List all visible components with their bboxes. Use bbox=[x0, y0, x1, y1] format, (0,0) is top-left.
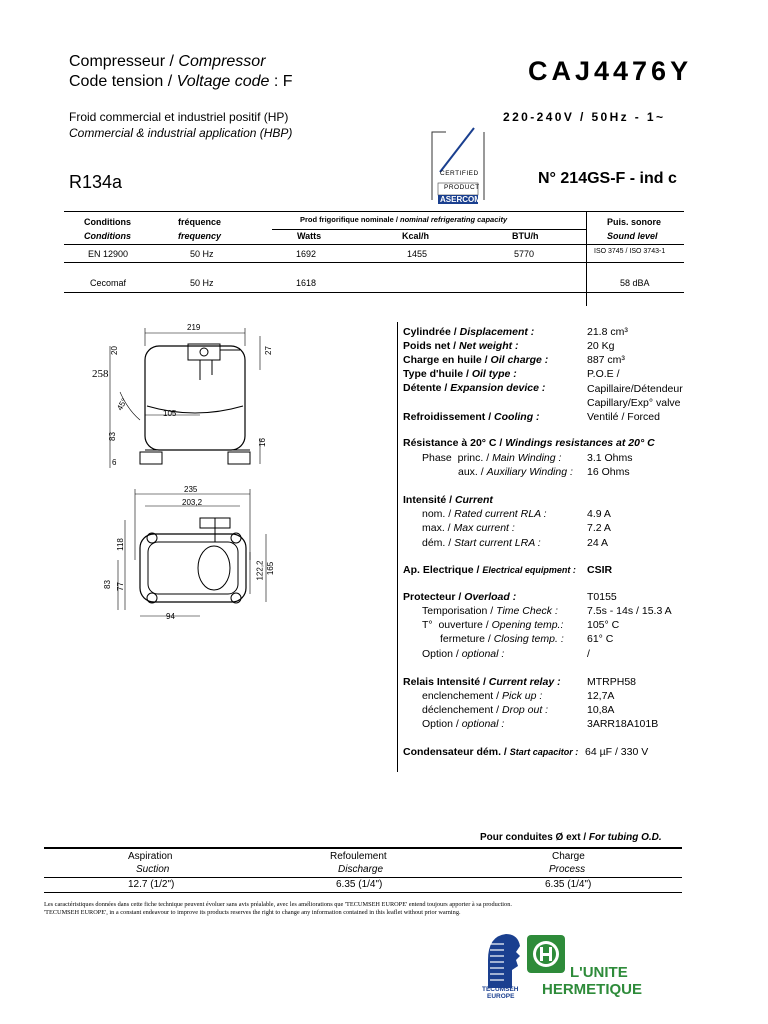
row1-frequency: 50 Hz bbox=[190, 249, 214, 259]
europe-text: EUROPE bbox=[487, 993, 515, 1000]
row2-watts: 1618 bbox=[296, 278, 317, 288]
th-conditions-en: Conditions bbox=[84, 231, 131, 241]
hermetique-text: HERMETIQUE bbox=[542, 981, 643, 998]
spec-current-heading: Intensité / Current bbox=[403, 494, 493, 506]
dim-165: 165 bbox=[266, 561, 276, 576]
spec-capacitor-value: 64 µF / 330 V bbox=[585, 746, 649, 758]
tubing-suction-value: 12.7 (1/2") bbox=[128, 879, 175, 890]
refrigerant: R134a bbox=[69, 172, 123, 192]
sheet-number: N° 214GS-F - ind c bbox=[538, 170, 677, 187]
spec-pickup-label: enclenchement / Pick up : bbox=[422, 690, 543, 702]
voltage-code-en: Voltage code bbox=[176, 73, 270, 90]
spec-displacement-label: Cylindrée / Displacement : bbox=[403, 326, 535, 338]
compressor-label-slash: / bbox=[169, 53, 174, 70]
tecumseh-head-icon bbox=[482, 930, 524, 990]
spec-expansion-value2: Capillary/Exp° valve bbox=[587, 397, 681, 409]
th-watts: Watts bbox=[297, 231, 322, 241]
spec-max-value: 7.2 A bbox=[587, 522, 611, 534]
th-capacity-en: nominal refrigerating capacity bbox=[400, 215, 508, 224]
voltage-code bbox=[69, 73, 293, 91]
row2-conditions: Cecomaf bbox=[90, 278, 127, 288]
row1-sound: ISO 3745 / ISO 3743-1 bbox=[594, 248, 666, 255]
row1-btu: 5770 bbox=[514, 249, 535, 259]
unite-hermetique-emblem-icon bbox=[526, 934, 566, 974]
spec-optional1-label: Option / optional : bbox=[422, 648, 505, 660]
voltage-code-value: : F bbox=[273, 73, 293, 90]
row1-watts: 1692 bbox=[296, 249, 317, 259]
spec-weight-value: 20 Kg bbox=[587, 340, 615, 352]
row1-conditions: EN 12900 bbox=[88, 249, 129, 259]
disclaimer-fr: Les caractéristiques données dans cette fiche technique peuvent évoluer sans avis préalable, avec les améliorations que 'TECUMSEH EUROPE' entend toujours apporter à sa production. bbox=[44, 901, 512, 908]
spec-lra-label: dém. / Start current LRA : bbox=[422, 537, 541, 549]
spec-optional2-value: 3ARR18A101B bbox=[587, 718, 659, 730]
dim-235: 235 bbox=[184, 485, 198, 494]
spec-opening-label: T° ouverture / Opening temp.: bbox=[422, 619, 564, 631]
dim-219: 219 bbox=[187, 323, 201, 332]
th-btu: BTU/h bbox=[512, 231, 539, 241]
tubing-process-en: Process bbox=[549, 864, 586, 875]
spec-relay-label: Relais Intensité / Current relay : bbox=[403, 676, 561, 688]
spec-rla-label: nom. / Rated current RLA : bbox=[422, 508, 547, 520]
technical-drawing bbox=[92, 320, 390, 630]
dim-27: 27 bbox=[263, 346, 273, 355]
unite-hermetique-logo bbox=[524, 934, 644, 1000]
model-number: CAJ4476Y bbox=[528, 56, 693, 86]
tubing-title-en: For tubing O.D. bbox=[588, 832, 662, 843]
tubing-process-value: 6.35 (1/4") bbox=[545, 879, 592, 890]
th-frequency-en: frequency bbox=[178, 231, 222, 241]
dim-6: 6 bbox=[112, 458, 117, 467]
row2-frequency: 50 Hz bbox=[190, 278, 214, 288]
spec-aux-value: 16 Ohms bbox=[587, 466, 630, 478]
spec-optional2-label: Option / optional : bbox=[422, 718, 505, 730]
tubing-suction-en: Suction bbox=[136, 864, 170, 875]
dim-83-side: 83 bbox=[107, 432, 117, 441]
dim-258: 258 bbox=[92, 368, 109, 380]
spec-oiltype-value: P.O.E / bbox=[587, 368, 620, 380]
tubing-discharge-value: 6.35 (1/4") bbox=[336, 879, 383, 890]
spec-main-label: Phase princ. / Main Winding : bbox=[422, 452, 562, 464]
spec-pickup-value: 12,7A bbox=[587, 690, 615, 702]
cert-line1: CERTIFIED bbox=[440, 170, 479, 177]
disclaimer-en: 'TECUMSEH EUROPE', in a constant endeavour to improve its products reserves the right to change any information contained in this leaflet without prior warning. bbox=[44, 909, 461, 916]
dim-94: 94 bbox=[166, 612, 175, 621]
spec-oiltype-label: Type d'huile / Oil type : bbox=[403, 368, 517, 380]
dim-77: 77 bbox=[115, 582, 125, 591]
spec-electrical-label: Ap. Electrique / Electrical equipment : bbox=[403, 564, 576, 576]
th-capacity bbox=[300, 215, 507, 224]
dim-203: 203,2 bbox=[182, 498, 203, 507]
dim-118: 118 bbox=[115, 538, 125, 551]
application-en: Commercial & industrial application (HBP) bbox=[69, 126, 293, 140]
spec-oilcharge-value: 887 cm³ bbox=[587, 354, 625, 366]
dim-20: 20 bbox=[109, 346, 119, 355]
dim-105: 105 bbox=[163, 409, 177, 418]
spec-optional1-value: / bbox=[587, 648, 590, 660]
tubing-title bbox=[480, 832, 662, 843]
dim-16: 16 bbox=[257, 438, 267, 447]
tubing-title-fr: Pour conduites Ø ext / bbox=[480, 832, 587, 843]
tubing-discharge-en: Discharge bbox=[338, 864, 384, 875]
tecumseh-text: TECUMSEH bbox=[482, 986, 519, 993]
spec-cooling-value: Ventilé / Forced bbox=[587, 411, 660, 423]
spec-electrical-value: CSIR bbox=[587, 564, 613, 576]
th-conditions-fr: Conditions bbox=[84, 217, 131, 227]
tubing-process-fr: Charge bbox=[552, 851, 585, 862]
certified-product-logo bbox=[428, 126, 488, 210]
th-capacity-fr: Prod frigorifique nominale / bbox=[300, 215, 398, 224]
th-sound-en: Sound level bbox=[607, 231, 658, 241]
unite-text: L'UNITE bbox=[570, 964, 628, 981]
spec-main-value: 3.1 Ohms bbox=[587, 452, 633, 464]
compressor-label bbox=[69, 53, 266, 71]
spec-relay-value: MTRPH58 bbox=[587, 676, 637, 688]
th-frequency-fr: fréquence bbox=[178, 217, 222, 227]
spec-windings-heading: Résistance à 20° C / Windings resistances at 20° C bbox=[403, 437, 655, 449]
spec-closing-value: 61° C bbox=[587, 633, 614, 645]
spec-opening-value: 105° C bbox=[587, 619, 620, 631]
spec-expansion-value1: Capillaire/Détendeur bbox=[587, 383, 683, 395]
spec-capacitor-label: Condensateur dém. / Start capacitor : bbox=[403, 746, 579, 758]
row1-kcal: 1455 bbox=[407, 249, 428, 259]
row2-sound: 58 dBA bbox=[620, 278, 650, 288]
spec-weight-label: Poids net / Net weight : bbox=[403, 340, 519, 352]
spec-expansion-label: Détente / Expansion device : bbox=[403, 382, 546, 394]
th-sound-fr: Puis. sonore bbox=[607, 217, 662, 227]
spec-rla-value: 4.9 A bbox=[587, 508, 611, 520]
spec-lra-value: 24 A bbox=[587, 537, 609, 549]
dim-122: 122,2 bbox=[255, 560, 265, 581]
cert-line3: ASERCOM bbox=[440, 195, 481, 204]
spec-closing-label: fermeture / Closing temp. : bbox=[440, 633, 564, 645]
spec-aux-label: aux. / Auxiliary Winding : bbox=[458, 466, 573, 478]
compressor-label-fr: Compresseur bbox=[69, 53, 166, 70]
spec-max-label: max. / Max current : bbox=[422, 522, 515, 534]
tecumseh-logo bbox=[482, 930, 524, 1000]
dim-83-top: 83 bbox=[102, 580, 112, 589]
cert-line2: PRODUCT bbox=[444, 184, 480, 191]
spec-displacement-value: 21.8 cm³ bbox=[587, 326, 628, 338]
th-kcal: Kcal/h bbox=[402, 231, 430, 241]
compressor-label-en: Compressor bbox=[178, 53, 266, 70]
spec-overload-label: Protecteur / Overload : bbox=[403, 591, 517, 603]
application-fr: Froid commercial et industriel positif (HP) bbox=[69, 110, 289, 124]
compressor-outline-drawing bbox=[100, 320, 390, 630]
spec-overload-value: T0155 bbox=[587, 591, 617, 603]
spec-timecheck-value: 7.5s - 14s / 15.3 A bbox=[587, 605, 672, 617]
dim-angle: 45° bbox=[115, 397, 129, 412]
spec-dropout-value: 10,8A bbox=[587, 704, 615, 716]
electrical-rating: 220-240V / 50Hz - 1~ bbox=[503, 110, 666, 124]
tubing-suction-fr: Aspiration bbox=[128, 851, 173, 862]
spec-dropout-label: déclenchement / Drop out : bbox=[422, 704, 549, 716]
spec-oilcharge-label: Charge en huile / Oil charge : bbox=[403, 354, 549, 366]
tubing-discharge-fr: Refoulement bbox=[330, 851, 387, 862]
spec-cooling-label: Refroidissement / Cooling : bbox=[403, 411, 540, 423]
voltage-code-fr: Code tension / bbox=[69, 73, 173, 90]
spec-timecheck-label: Temporisation / Time Check : bbox=[422, 605, 558, 617]
